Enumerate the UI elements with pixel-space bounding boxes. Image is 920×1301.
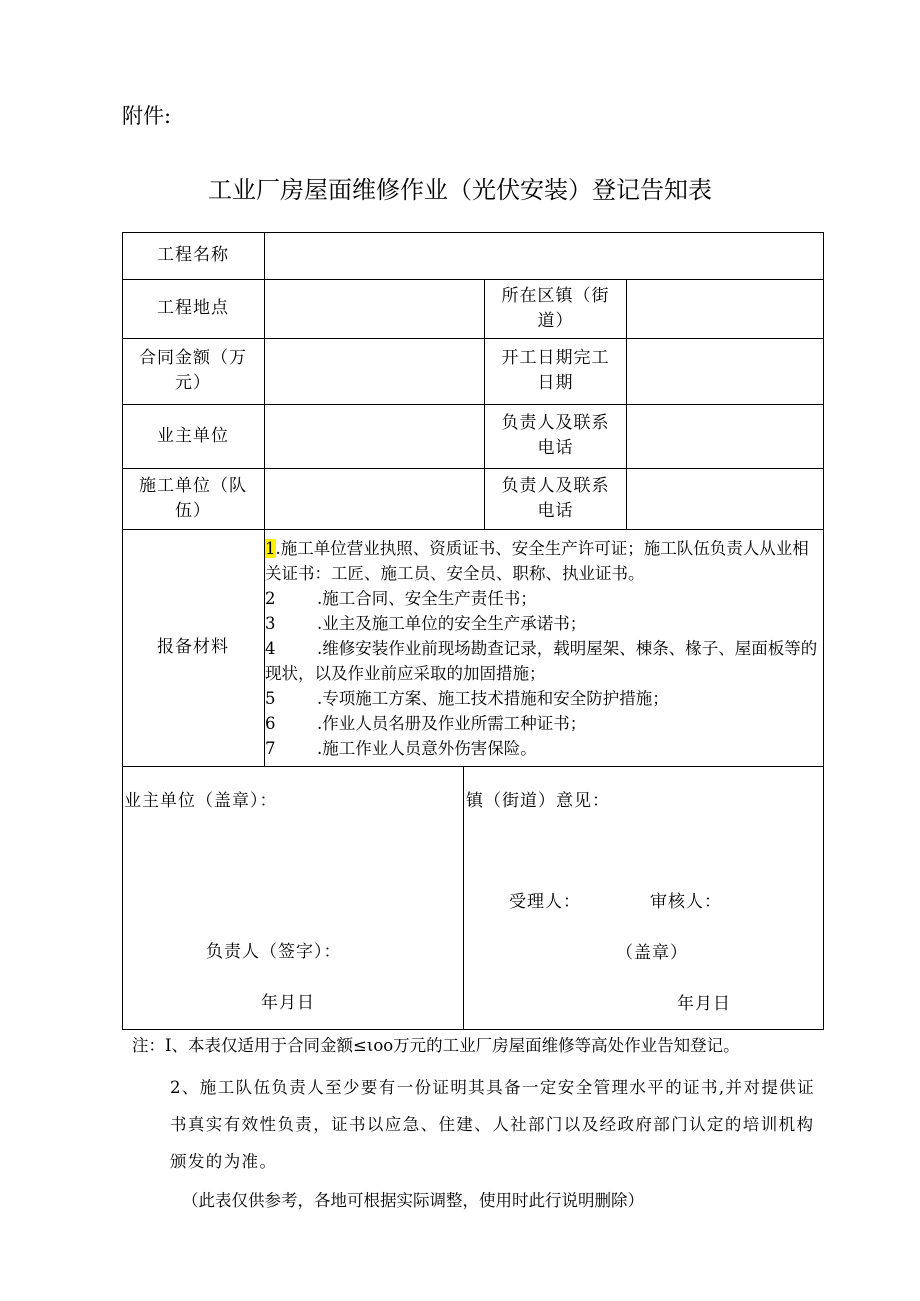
note-1: 注：I、本表仅适用于合同金额≤ιoo万元的工业厂房屋面维修等高处作业告知登记。	[132, 1036, 740, 1055]
town-stamp-label: （盖章）	[616, 943, 688, 963]
table-divider	[122, 766, 824, 767]
owner-unit-field[interactable]	[265, 404, 484, 468]
project-name-label: 工程名称	[157, 245, 229, 265]
construction-unit-field[interactable]	[265, 468, 484, 529]
item-number: 4	[265, 639, 276, 658]
project-location-label: 工程地点	[157, 298, 229, 318]
note-2: 2、施工队伍负责人至少要有一份证明其具备一定安全管理水平的证书,并对提供证书真实有效性负责，证书以应急、住建、人社部门以及经政府部门认定的培训机构颁发的为准。	[170, 1078, 816, 1171]
list-item	[265, 686, 820, 711]
item-number: 7	[265, 739, 276, 758]
table-divider	[463, 766, 464, 1030]
note-3: （此表仅供参考，各地可根据实际调整，使用时此行说明删除）	[182, 1191, 644, 1210]
attachment-label: 附件:	[122, 104, 172, 128]
item-number: 3	[265, 614, 276, 633]
materials-label: 报备材料	[157, 637, 229, 657]
form-title: 工业厂房屋面维修作业（光伏安装）登记告知表	[208, 176, 712, 204]
list-item	[265, 636, 820, 686]
item-number: 1	[265, 539, 276, 558]
contract-amount-label: 合同金额（万元）	[139, 348, 247, 393]
town-date: 年月日	[677, 994, 731, 1014]
item-number: 2	[265, 589, 276, 608]
list-item	[265, 611, 820, 636]
item-number: 5	[265, 689, 276, 708]
list-item	[265, 736, 820, 761]
owner-contact-label: 负责人及联系电话	[501, 413, 610, 458]
town-opinion-label: 镇（街道）意见：	[466, 791, 610, 811]
reviewer-label: 审核人：	[650, 892, 722, 912]
receiver-label: 受理人：	[509, 892, 581, 912]
item-text: .施工单位营业执照、资质证书、安全生产许可证；施工队伍负责人从业相关证书：工匠、施工员、安全员、职称、执业证书。	[265, 539, 809, 583]
owner-unit-label: 业主单位	[157, 425, 229, 446]
list-item	[265, 586, 820, 611]
item-text: .维修安装作业前现场勘查记录，载明屋架、棟条、椽子、屋面板等的现状，以及作业前应采取的加固措施；	[265, 639, 818, 683]
item-text: .业主及施工单位的安全生产承诺书；	[317, 614, 587, 633]
district-label: 所在区镇（街道）	[501, 285, 610, 331]
construction-contact-field[interactable]	[627, 468, 824, 529]
item-text: .施工作业人员意外伤害保险。	[317, 739, 537, 758]
owner-contact-field[interactable]	[627, 404, 824, 468]
item-text: .专项施工方案、施工技术措施和安全防护措施；	[317, 689, 669, 708]
contract-amount-field[interactable]	[265, 338, 484, 404]
owner-signer-label: 负责人（签字）：	[206, 942, 342, 962]
district-field[interactable]	[627, 279, 824, 338]
project-location-field[interactable]	[265, 279, 484, 338]
project-name-field[interactable]	[265, 232, 824, 279]
start-end-date-label: 开工日期完工日期	[501, 348, 610, 393]
item-text: .施工合同、安全生产责任书；	[317, 589, 537, 608]
materials-list	[265, 536, 820, 761]
start-end-date-field[interactable]	[627, 338, 824, 404]
list-item	[265, 536, 820, 586]
list-item	[265, 711, 820, 736]
construction-contact-label: 负责人及联系电话	[501, 475, 610, 521]
notes	[132, 1033, 822, 1214]
item-number: 6	[265, 714, 276, 733]
owner-stamp-label: 业主单位（盖章）：	[124, 791, 278, 811]
item-text: .作业人员名册及作业所需工种证书；	[317, 714, 587, 733]
construction-unit-label: 施工单位（队伍）	[139, 475, 247, 521]
owner-date: 年月日	[261, 993, 315, 1013]
